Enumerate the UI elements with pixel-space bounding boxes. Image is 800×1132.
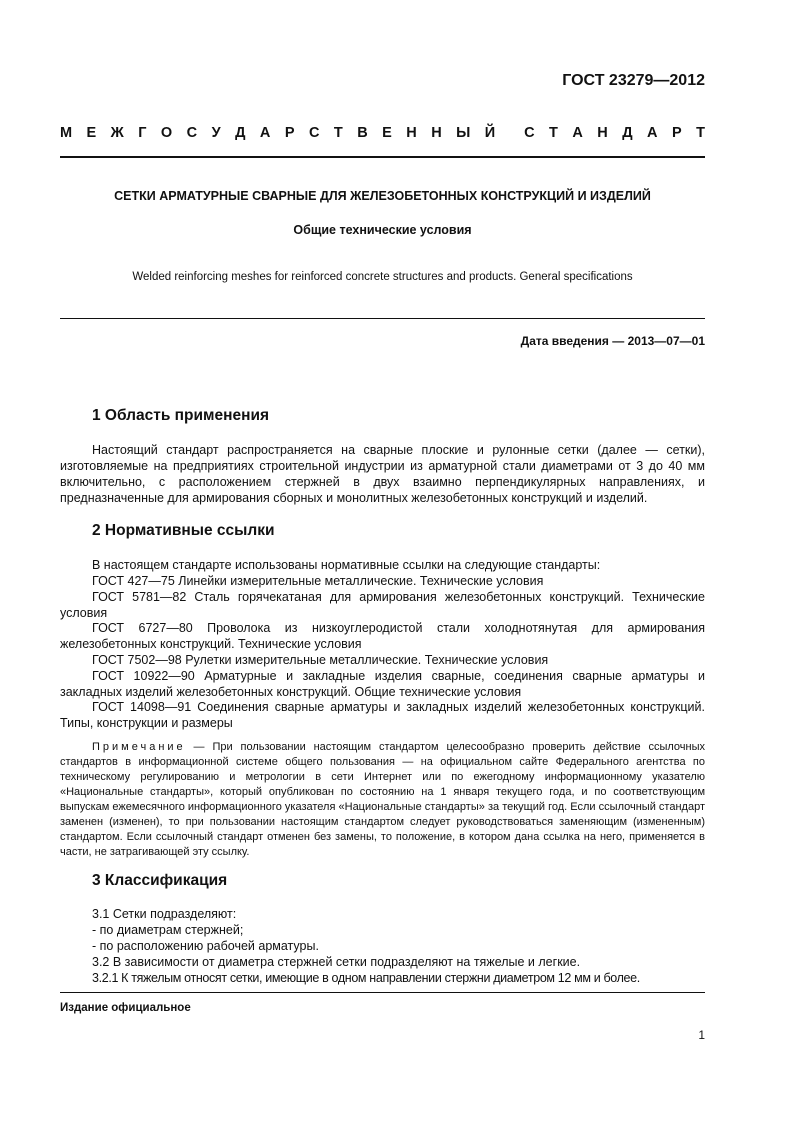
note-text: — При пользовании настоящим стандартом целесообразно проверить действие ссылочных стандартов в информационной системе общего пользования — на официальном сайте Федерального агентства по техническому регулированию и метрологии в сети Интернет или по ежегодному информационному указателю «Национальные стандарты», который опубликован по состоянию на 1 января текущего года, и по соответствующим выпускам ежемесячного информационного указателя «Национальные стандарты» за текущий год. Если ссылочный стандарт заменен (изменен), то при пользовании настоящим стандартом следует руководствоваться заменяющим (измененным) стандартом. Если ссылочный стандарт отменен без замены, то положение, в котором дана ссылка на него, применяется в части, не затрагивающей эту ссылку. <box>60 741 705 858</box>
reference-item: ГОСТ 6727—80 Проволока из низкоуглеродистой стали холоднотянутая для армирования железобетонных конструкций. Технические условия <box>60 621 705 651</box>
banner-letter: С <box>524 125 535 141</box>
references-note <box>60 740 705 860</box>
section-1-heading: 1 Область применения <box>92 407 270 424</box>
banner-letter: У <box>211 125 221 141</box>
references-intro: В настоящем стандарте использованы нормативные ссылки на следующие стандарты: <box>92 558 601 572</box>
banner-letter: Н <box>597 125 608 141</box>
classification-line: 3.2.1 К тяжелым относят сетки, имеющие в одном направлении стержни диаметром 12 мм и более. <box>92 971 640 985</box>
banner-letter: Г <box>138 125 147 141</box>
banner-letter: Н <box>406 125 417 141</box>
banner-letter: Р <box>671 125 682 141</box>
banner-letter: Р <box>284 125 295 141</box>
banner-letter: А <box>572 125 583 141</box>
reference-item: ГОСТ 14098—91 Соединения сварные арматуры и закладных изделий железобетонных конструкций. Типы, конструкции и размеры <box>60 700 705 730</box>
banner-letter: С <box>308 125 320 141</box>
document-title: СЕТКИ АРМАТУРНЫЕ СВАРНЫЕ ДЛЯ ЖЕЛЕЗОБЕТОННЫХ КОНСТРУКЦИЙ И ИЗДЕЛИЙ <box>114 189 651 203</box>
banner-letter: А <box>647 125 658 141</box>
interstate-standard-banner <box>60 125 705 141</box>
banner-letter: В <box>357 125 368 141</box>
classification-line: 3.2 В зависимости от диаметра стержней сетки подразделяют на тяжелые и легкие. <box>92 955 581 969</box>
section-1-text: Настоящий стандарт распространяется на сварные плоские и рулонные сетки (далее — сетки), изготовляемые на предприятиях строительной индустрии из арматурной стали диаметрами от 3 до 40 мм включительно, с расположением стержней в двух взаимно перпендикулярных направлениях, и предназначенные для армирования сборных и монолитных железобетонных конструкций и изделий. <box>60 443 705 505</box>
reference-item: ГОСТ 7502—98 Рулетки измерительные металлические. Технические условия <box>92 653 549 667</box>
banner-letter: Т <box>549 125 558 141</box>
banner-letter: Ы <box>456 125 471 141</box>
official-edition-label: Издание официальное <box>60 1002 191 1014</box>
banner-letter: Т <box>333 125 343 141</box>
banner-letter: Ж <box>110 125 124 141</box>
banner-letter: Д <box>235 125 246 141</box>
reference-item: ГОСТ 5781—82 Сталь горячекатаная для армирования железобетонных конструкций. Технические условия <box>60 590 705 620</box>
title-divider <box>60 318 705 319</box>
banner-letter: Н <box>431 125 442 141</box>
banner-letter: Й <box>484 125 496 141</box>
reference-item: ГОСТ 10922—90 Арматурные и закладные изделия сварные, соединения сварные арматуры и закладных изделий железобетонных конструкций. Общие технические условия <box>60 669 705 699</box>
banner-letter: А <box>259 125 271 141</box>
classification-line: - по расположению рабочей арматуры. <box>92 939 319 953</box>
section-3-heading: 3 Классификация <box>92 872 228 889</box>
banner-letter: Е <box>86 125 97 141</box>
banner-letter: Д <box>622 125 633 141</box>
document-subtitle: Общие технические условия <box>293 223 472 237</box>
classification-line: 3.1 Сетки подразделяют: <box>92 907 237 921</box>
document-number: ГОСТ 23279—2012 <box>562 72 705 89</box>
introduction-date: Дата введения — 2013—07—01 <box>520 334 705 348</box>
section-2-heading: 2 Нормативные ссылки <box>92 522 275 539</box>
footer-divider <box>60 992 705 993</box>
note-label: Примечание <box>92 741 186 753</box>
banner-letter: Е <box>382 125 392 141</box>
classification-line: - по диаметрам стержней; <box>92 923 244 937</box>
page-number: 1 <box>698 1028 705 1042</box>
header-divider <box>60 156 705 158</box>
reference-item: ГОСТ 427—75 Линейки измерительные металлические. Технические условия <box>92 574 544 588</box>
english-title: Welded reinforcing meshes for reinforced concrete structures and products. General specifications <box>132 271 633 283</box>
banner-letter: С <box>186 125 198 141</box>
banner-letter: Т <box>696 125 705 141</box>
banner-letter: М <box>60 125 73 141</box>
banner-letter: О <box>160 125 173 141</box>
